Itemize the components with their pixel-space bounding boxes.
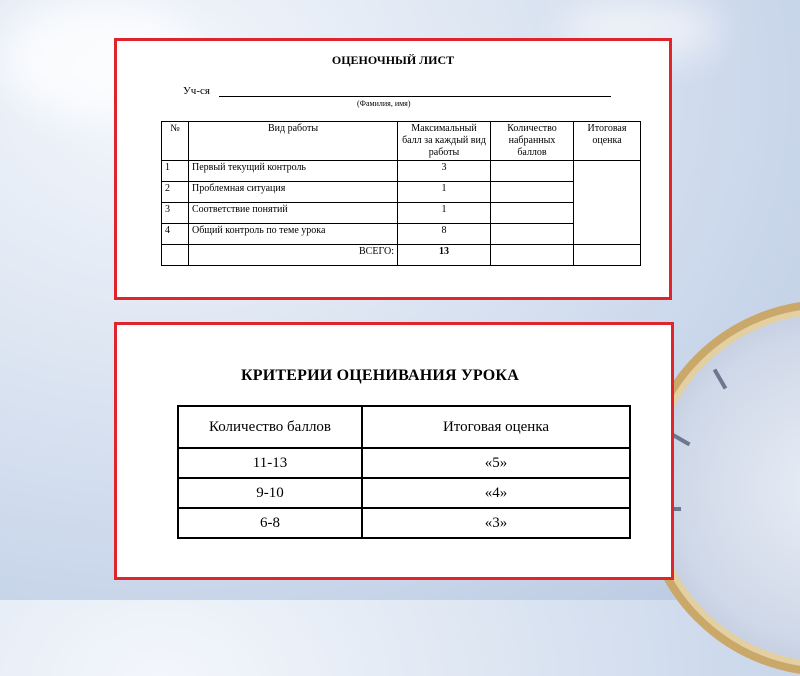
row-max-score: 1 — [398, 182, 491, 203]
criteria-table-header — [178, 406, 630, 448]
grading-sheet-panel — [114, 38, 672, 300]
criteria-title: КРИТЕРИИ ОЦЕНИВАНИЯ УРОКА — [241, 367, 519, 384]
grading-table — [161, 121, 641, 266]
table-row — [162, 161, 641, 182]
row-num: 4 — [162, 224, 189, 245]
row-max-score: 3 — [398, 161, 491, 182]
student-name-hint: (Фамилия, имя) — [357, 99, 411, 108]
col-header-max-score: Максимальный балл за каждый вид работы — [398, 122, 491, 161]
criteria-panel — [114, 322, 674, 580]
table-row — [162, 182, 641, 203]
row-work-type: Проблемная ситуация — [189, 182, 398, 203]
row-scored-cell — [491, 203, 574, 224]
clock-tick — [713, 368, 727, 389]
row-num: 3 — [162, 203, 189, 224]
final-grade-cell — [574, 161, 641, 245]
grading-sheet-title: ОЦЕНОЧНЫЙ ЛИСТ — [331, 53, 455, 67]
total-num-cell — [162, 245, 189, 266]
col-header-work-type: Вид работы — [189, 122, 398, 161]
grading-table-header — [162, 122, 641, 161]
row-work-type: Общий контроль по теме урока — [189, 224, 398, 245]
criteria-grade: «5» — [362, 448, 630, 478]
col-header-scored: Количество набранных баллов — [491, 122, 574, 161]
student-label: Уч-ся — [183, 85, 210, 97]
row-max-score: 1 — [398, 203, 491, 224]
total-scored-cell — [491, 245, 574, 266]
criteria-grade: «3» — [362, 508, 630, 538]
table-row — [162, 203, 641, 224]
table-row — [178, 448, 630, 478]
table-row — [178, 508, 630, 538]
row-scored-cell — [491, 161, 574, 182]
total-row — [162, 245, 641, 266]
criteria-grade: «4» — [362, 478, 630, 508]
col-header-grade: Итоговая оценка — [362, 406, 630, 448]
student-name-line — [219, 96, 611, 97]
row-work-type: Соответствие понятий — [189, 203, 398, 224]
criteria-points: 11-13 — [178, 448, 362, 478]
row-num: 2 — [162, 182, 189, 203]
row-scored-cell — [491, 182, 574, 203]
total-value: 13 — [398, 245, 491, 266]
row-num: 1 — [162, 161, 189, 182]
col-header-final-grade: Итоговая оценка — [574, 122, 641, 161]
total-final-cell — [574, 245, 641, 266]
total-label: ВСЕГО: — [189, 245, 398, 266]
row-scored-cell — [491, 224, 574, 245]
row-max-score: 8 — [398, 224, 491, 245]
criteria-table — [177, 405, 631, 539]
row-work-type: Первый текущий контроль — [189, 161, 398, 182]
col-header-points: Количество баллов — [178, 406, 362, 448]
col-header-num: № — [162, 122, 189, 161]
table-row — [178, 478, 630, 508]
criteria-points: 6-8 — [178, 508, 362, 538]
table-row — [162, 224, 641, 245]
criteria-points: 9-10 — [178, 478, 362, 508]
